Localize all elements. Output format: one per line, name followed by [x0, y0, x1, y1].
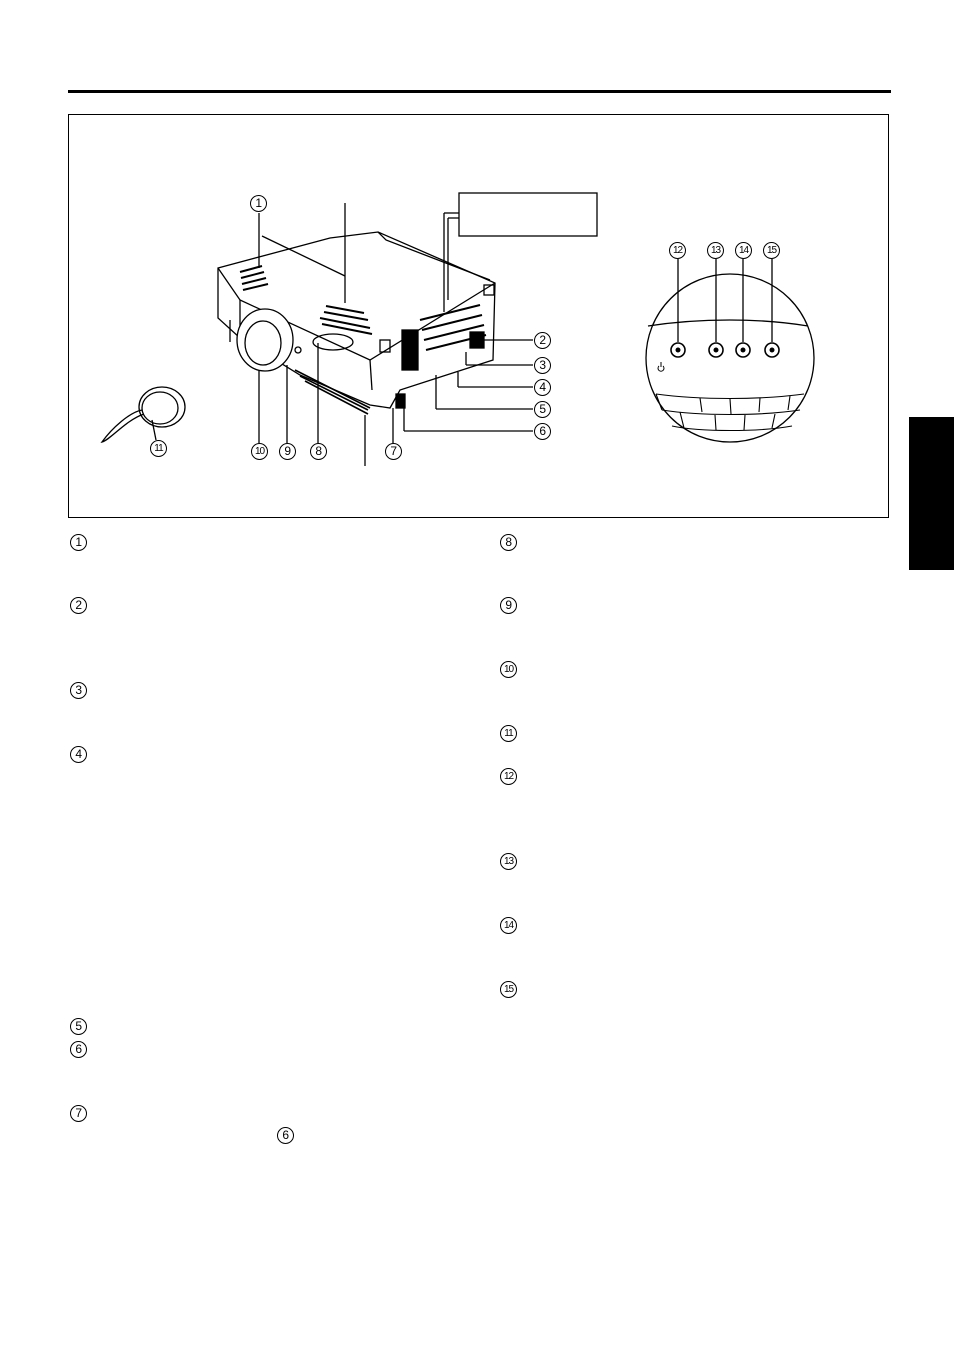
- callout-14: 14: [735, 242, 752, 259]
- callout-5: 5: [534, 401, 551, 418]
- list-marker-1: 1: [70, 534, 87, 551]
- callout-2: 2: [534, 332, 551, 349]
- list-marker-8: 8: [500, 534, 517, 551]
- list-marker-10: 10: [500, 661, 517, 678]
- section-tab: [909, 417, 954, 570]
- callout-11: 11: [150, 440, 167, 457]
- list-marker-12: 12: [500, 768, 517, 785]
- callout-12: 12: [669, 242, 686, 259]
- callout-8: 8: [310, 443, 327, 460]
- callout-13: 13: [707, 242, 724, 259]
- list-marker-7: 7: [70, 1105, 87, 1122]
- callout-4: 4: [534, 379, 551, 396]
- callout-6: 6: [534, 423, 551, 440]
- list-marker-5: 5: [70, 1018, 87, 1035]
- callout-7: 7: [385, 443, 402, 460]
- list-marker-6: 6: [70, 1041, 87, 1058]
- callout-15: 15: [763, 242, 780, 259]
- list-marker-4: 4: [70, 746, 87, 763]
- list-marker-9: 9: [500, 597, 517, 614]
- callout-3: 3: [534, 357, 551, 374]
- list-marker-13: 13: [500, 853, 517, 870]
- list-marker-11: 11: [500, 725, 517, 742]
- list-marker-2: 2: [70, 597, 87, 614]
- list-marker-14: 14: [500, 917, 517, 934]
- callout-10: 10: [251, 443, 268, 460]
- callout-9: 9: [279, 443, 296, 460]
- list-marker-15: 15: [500, 981, 517, 998]
- list-marker-3: 3: [70, 682, 87, 699]
- callout-1: 1: [250, 195, 267, 212]
- inline-ref-6: 6: [277, 1127, 294, 1144]
